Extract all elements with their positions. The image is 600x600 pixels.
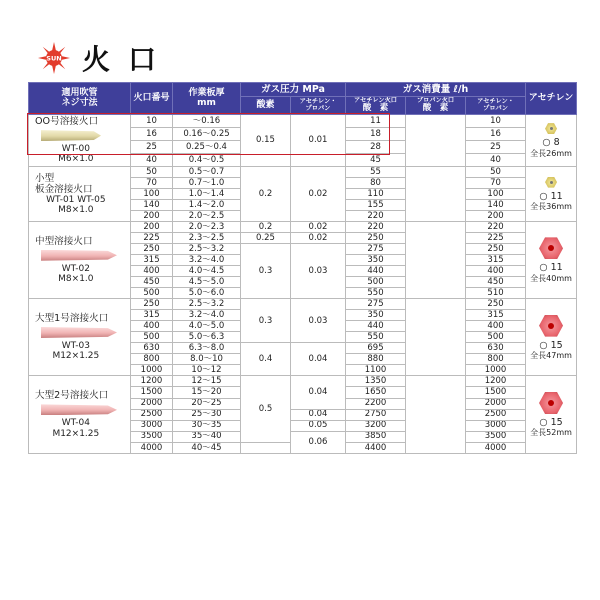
- tip-number: 250: [131, 244, 173, 255]
- tip-number: 3500: [131, 431, 173, 442]
- table-row: [29, 115, 577, 128]
- tip-number: 450: [131, 277, 173, 288]
- tip-number: 400: [131, 321, 173, 332]
- plate-thickness: 2.5〜3.2: [173, 244, 241, 255]
- oxygen-pressure: 0.15: [241, 115, 291, 167]
- tip-length: 全長36mm: [530, 202, 572, 212]
- tip-hex-size: ○ 11: [539, 262, 563, 274]
- torch-name: OO号溶接火口: [35, 116, 99, 128]
- thread-size: M8×1.0: [58, 204, 94, 215]
- plate-thickness: 0.16〜0.25: [173, 127, 241, 140]
- acetylene-tip-oxygen-consumption: 500: [346, 277, 406, 288]
- oxygen-pressure: 0.2: [241, 222, 291, 233]
- tip-number: 10: [131, 115, 173, 128]
- table-row: [29, 222, 577, 233]
- tip-number: 630: [131, 343, 173, 354]
- torch-model: WT-00: [61, 144, 90, 155]
- acetylene-tip-oxygen-consumption: 1350: [346, 376, 406, 387]
- header-pressure-oxygen: 酸素: [241, 97, 291, 115]
- torch-name-cell: [29, 166, 131, 221]
- acetylene-tip-oxygen-consumption: 28: [346, 140, 406, 153]
- propane-tip-oxygen-consumption: [406, 299, 466, 376]
- gas-consumption: 225: [466, 233, 526, 244]
- nozzle-image: [41, 130, 101, 141]
- plate-thickness: 0.5〜0.7: [173, 166, 241, 177]
- plate-thickness: 0.25〜0.4: [173, 140, 241, 153]
- tip-number: 800: [131, 354, 173, 365]
- acetylene-pressure: 0.06: [291, 431, 346, 453]
- plate-thickness: 5.0〜6.0: [173, 288, 241, 299]
- acetylene-tip-oxygen-consumption: 440: [346, 266, 406, 277]
- tip-number: 2500: [131, 409, 173, 420]
- gas-consumption: 1000: [466, 365, 526, 376]
- plate-thickness: 2.5〜3.2: [173, 299, 241, 310]
- acetylene-tip-oxygen-consumption: 110: [346, 188, 406, 199]
- acetylene-tip-oxygen-consumption: 550: [346, 332, 406, 343]
- tip-number: 250: [131, 299, 173, 310]
- acetylene-tip-oxygen-consumption: 1650: [346, 387, 406, 398]
- plate-thickness: 2.3〜2.5: [173, 233, 241, 244]
- tip-number: 315: [131, 310, 173, 321]
- tip-number: 4000: [131, 442, 173, 453]
- acetylene-tip-oxygen-consumption: 350: [346, 310, 406, 321]
- gas-consumption: 70: [466, 177, 526, 188]
- tip-number: 400: [131, 266, 173, 277]
- gas-consumption: 2000: [466, 398, 526, 409]
- tip-number: 50: [131, 166, 173, 177]
- thread-size: M12×1.25: [52, 428, 100, 439]
- gas-consumption: 200: [466, 210, 526, 221]
- torch-name: 中型溶接火口: [35, 235, 93, 247]
- plate-thickness: 12〜15: [173, 376, 241, 387]
- acetylene-tip-oxygen-consumption: 350: [346, 255, 406, 266]
- acetylene-pressure: 0.04: [291, 376, 346, 409]
- acetylene-tip-oxygen-consumption: 3200: [346, 420, 406, 431]
- welding-tip-spec-table: [28, 82, 577, 454]
- gas-consumption: 25: [466, 140, 526, 153]
- acetylene-tip-oxygen-consumption: 1100: [346, 365, 406, 376]
- acetylene-pressure: 0.03: [291, 299, 346, 343]
- torch-model: WT-04: [61, 418, 90, 429]
- gas-consumption: 510: [466, 288, 526, 299]
- propane-tip-oxygen-consumption: [406, 166, 466, 221]
- acetylene-tip-oxygen-consumption: 275: [346, 244, 406, 255]
- gas-consumption: 140: [466, 199, 526, 210]
- hex-tip-icon: [539, 237, 563, 259]
- nozzle-image: [41, 250, 117, 261]
- page-header: [38, 40, 174, 76]
- plate-thickness: 25〜30: [173, 409, 241, 420]
- gas-consumption: 2500: [466, 409, 526, 420]
- gas-consumption: 500: [466, 332, 526, 343]
- header-consumption-acetylene-oxygen: アセチレン火口 酸 素: [346, 97, 406, 115]
- plate-thickness: 0.7〜1.0: [173, 177, 241, 188]
- torch-name-cell: [29, 115, 131, 167]
- tip-number: 500: [131, 288, 173, 299]
- acetylene-tip-oxygen-consumption: 275: [346, 299, 406, 310]
- gas-consumption: 10: [466, 115, 526, 128]
- torch-model: WT-03: [61, 341, 90, 351]
- torch-name: 大型1号溶接火口: [35, 312, 109, 324]
- nozzle-image: [41, 327, 117, 338]
- gas-consumption: 250: [466, 244, 526, 255]
- plate-thickness: 6.3〜8.0: [173, 343, 241, 354]
- acetylene-tip-oxygen-consumption: 155: [346, 199, 406, 210]
- acetylene-pressure: 0.02: [291, 222, 346, 233]
- plate-thickness: 8.0〜10: [173, 354, 241, 365]
- torch-name-cell: [29, 376, 131, 454]
- plate-thickness: 40〜45: [173, 442, 241, 453]
- acetylene-pressure: 0.05: [291, 420, 346, 431]
- plate-thickness: 3.2〜4.0: [173, 255, 241, 266]
- thread-size: M12×1.25: [52, 351, 100, 362]
- svg-text:SUN: SUN: [46, 54, 62, 63]
- gas-consumption: 1200: [466, 376, 526, 387]
- gas-consumption: 4000: [466, 442, 526, 453]
- header-pressure-acetylene: アセチレン・ プロパン: [291, 97, 346, 115]
- oxygen-pressure: 0.3: [241, 244, 291, 299]
- gas-consumption: 315: [466, 255, 526, 266]
- gas-consumption: 630: [466, 343, 526, 354]
- oxygen-pressure: 0.4: [241, 343, 291, 376]
- tip-length: 全長52mm: [530, 428, 572, 438]
- gas-consumption: 40: [466, 153, 526, 166]
- tip-number: 100: [131, 188, 173, 199]
- gas-consumption: 400: [466, 266, 526, 277]
- hex-tip-icon: [539, 392, 563, 414]
- acetylene-pressure: 0.03: [291, 244, 346, 299]
- tip-number: 225: [131, 233, 173, 244]
- page-title: 火口: [82, 43, 175, 76]
- torch-model: WT-01 WT-05: [46, 194, 106, 205]
- tip-number: 70: [131, 177, 173, 188]
- acetylene-tip-oxygen-consumption: 18: [346, 127, 406, 140]
- tip-number: 3000: [131, 420, 173, 431]
- thread-size: M8×1.0: [58, 274, 94, 285]
- plate-thickness: 4.0〜4.5: [173, 266, 241, 277]
- gas-consumption: 100: [466, 188, 526, 199]
- gas-consumption: 16: [466, 127, 526, 140]
- sun-logo: [38, 42, 70, 74]
- tip-number: 16: [131, 127, 173, 140]
- header-gas-pressure: ガス圧力 MPa: [241, 83, 346, 97]
- tip-image-cell: [526, 376, 577, 454]
- plate-thickness: 1.0〜1.4: [173, 188, 241, 199]
- gas-consumption: 315: [466, 310, 526, 321]
- acetylene-pressure: 0.04: [291, 409, 346, 420]
- propane-tip-oxygen-consumption: [406, 115, 466, 167]
- gas-consumption: 450: [466, 277, 526, 288]
- gas-consumption: 3000: [466, 420, 526, 431]
- torch-name-cell: [29, 299, 131, 376]
- torch-model: WT-02: [61, 263, 90, 274]
- nozzle-image: [41, 404, 117, 415]
- header-applicable-torch: 適用吹管 ネジ寸法: [29, 83, 131, 115]
- gas-consumption: 1500: [466, 387, 526, 398]
- acetylene-tip-oxygen-consumption: 3850: [346, 431, 406, 442]
- hex-tip-icon: [545, 177, 557, 188]
- tip-hex-size: ○ 15: [539, 339, 563, 351]
- tip-image-cell: [526, 222, 577, 299]
- tip-length: 全長47mm: [530, 351, 572, 361]
- tip-number: 40: [131, 153, 173, 166]
- acetylene-tip-oxygen-consumption: 695: [346, 343, 406, 354]
- table-body: [29, 115, 577, 454]
- tip-image-cell: [526, 115, 577, 167]
- acetylene-tip-oxygen-consumption: 4400: [346, 442, 406, 453]
- acetylene-tip-oxygen-consumption: 880: [346, 354, 406, 365]
- torch-name: 大型2号溶接火口: [35, 390, 109, 402]
- oxygen-pressure: 0.3: [241, 299, 291, 343]
- header-consumption-propane-oxygen: プロパン火口 酸 素: [406, 97, 466, 115]
- plate-thickness: 15〜20: [173, 387, 241, 398]
- header-plate-thickness: 作業板厚 mm: [173, 83, 241, 115]
- torch-name: 小型: [35, 172, 55, 184]
- plate-thickness: 4.0〜5.0: [173, 321, 241, 332]
- acetylene-pressure: 0.04: [291, 343, 346, 376]
- tip-number: 200: [131, 222, 173, 233]
- tip-number: 200: [131, 210, 173, 221]
- acetylene-tip-oxygen-consumption: 2750: [346, 409, 406, 420]
- header-tip-number: 火口番号: [131, 83, 173, 115]
- tip-image-cell: [526, 299, 577, 376]
- table-row: [29, 376, 577, 387]
- acetylene-tip-oxygen-consumption: 550: [346, 288, 406, 299]
- gas-consumption: 250: [466, 299, 526, 310]
- acetylene-pressure: 0.01: [291, 115, 346, 167]
- acetylene-tip-oxygen-consumption: 440: [346, 321, 406, 332]
- tip-number: 315: [131, 255, 173, 266]
- oxygen-pressure: 0.2: [241, 166, 291, 221]
- gas-consumption: 220: [466, 222, 526, 233]
- tip-number: 140: [131, 199, 173, 210]
- tip-number: 2000: [131, 398, 173, 409]
- tip-number: 1200: [131, 376, 173, 387]
- acetylene-tip-oxygen-consumption: 220: [346, 210, 406, 221]
- table-row: [29, 166, 577, 177]
- propane-tip-oxygen-consumption: [406, 376, 466, 454]
- acetylene-tip-oxygen-consumption: 55: [346, 166, 406, 177]
- tip-number: 1000: [131, 365, 173, 376]
- plate-thickness: 2.0〜2.5: [173, 210, 241, 221]
- oxygen-pressure: [241, 442, 291, 453]
- oxygen-pressure: 0.25: [241, 233, 291, 244]
- plate-thickness: 0.4〜0.5: [173, 153, 241, 166]
- torch-name: 板金溶接火口: [35, 183, 93, 195]
- gas-consumption: 400: [466, 321, 526, 332]
- tip-hex-size: ○ 8: [542, 137, 560, 149]
- tip-length: 全長26mm: [530, 148, 572, 158]
- tip-number: 25: [131, 140, 173, 153]
- plate-thickness: 4.5〜5.0: [173, 277, 241, 288]
- plate-thickness: 2.0〜2.3: [173, 222, 241, 233]
- plate-thickness: 35〜40: [173, 431, 241, 442]
- gas-consumption: 50: [466, 166, 526, 177]
- plate-thickness: 1.4〜2.0: [173, 199, 241, 210]
- acetylene-tip-oxygen-consumption: 250: [346, 233, 406, 244]
- thread-size: M6×1.0: [58, 154, 94, 165]
- tip-length: 全長40mm: [530, 273, 572, 283]
- gas-consumption: 3500: [466, 431, 526, 442]
- acetylene-pressure: 0.02: [291, 233, 346, 244]
- acetylene-tip-oxygen-consumption: 2200: [346, 398, 406, 409]
- header-consumption-gas: アセチレン・ プロパン: [466, 97, 526, 115]
- tip-number: 500: [131, 332, 173, 343]
- hex-tip-icon: [539, 315, 563, 337]
- acetylene-tip-oxygen-consumption: 220: [346, 222, 406, 233]
- acetylene-tip-oxygen-consumption: 11: [346, 115, 406, 128]
- acetylene-tip-oxygen-consumption: 45: [346, 153, 406, 166]
- propane-tip-oxygen-consumption: [406, 222, 466, 299]
- tip-hex-size: ○ 11: [539, 190, 563, 202]
- plate-thickness: 5.0〜6.3: [173, 332, 241, 343]
- plate-thickness: 3.2〜4.0: [173, 310, 241, 321]
- torch-name-cell: [29, 222, 131, 299]
- plate-thickness: 30〜35: [173, 420, 241, 431]
- plate-thickness: 20〜25: [173, 398, 241, 409]
- header-acetylene-tip: アセチレン: [526, 83, 577, 115]
- acetylene-pressure: 0.02: [291, 166, 346, 221]
- header-gas-consumption: ガス消費量 ℓ/h: [346, 83, 526, 97]
- oxygen-pressure: 0.5: [241, 376, 291, 442]
- hex-tip-icon: [545, 123, 557, 134]
- gas-consumption: 800: [466, 354, 526, 365]
- tip-number: 1500: [131, 387, 173, 398]
- tip-hex-size: ○ 15: [539, 416, 563, 428]
- plate-thickness: 〜0.16: [173, 115, 241, 128]
- tip-image-cell: [526, 166, 577, 221]
- plate-thickness: 10〜12: [173, 365, 241, 376]
- table-row: [29, 299, 577, 310]
- acetylene-tip-oxygen-consumption: 80: [346, 177, 406, 188]
